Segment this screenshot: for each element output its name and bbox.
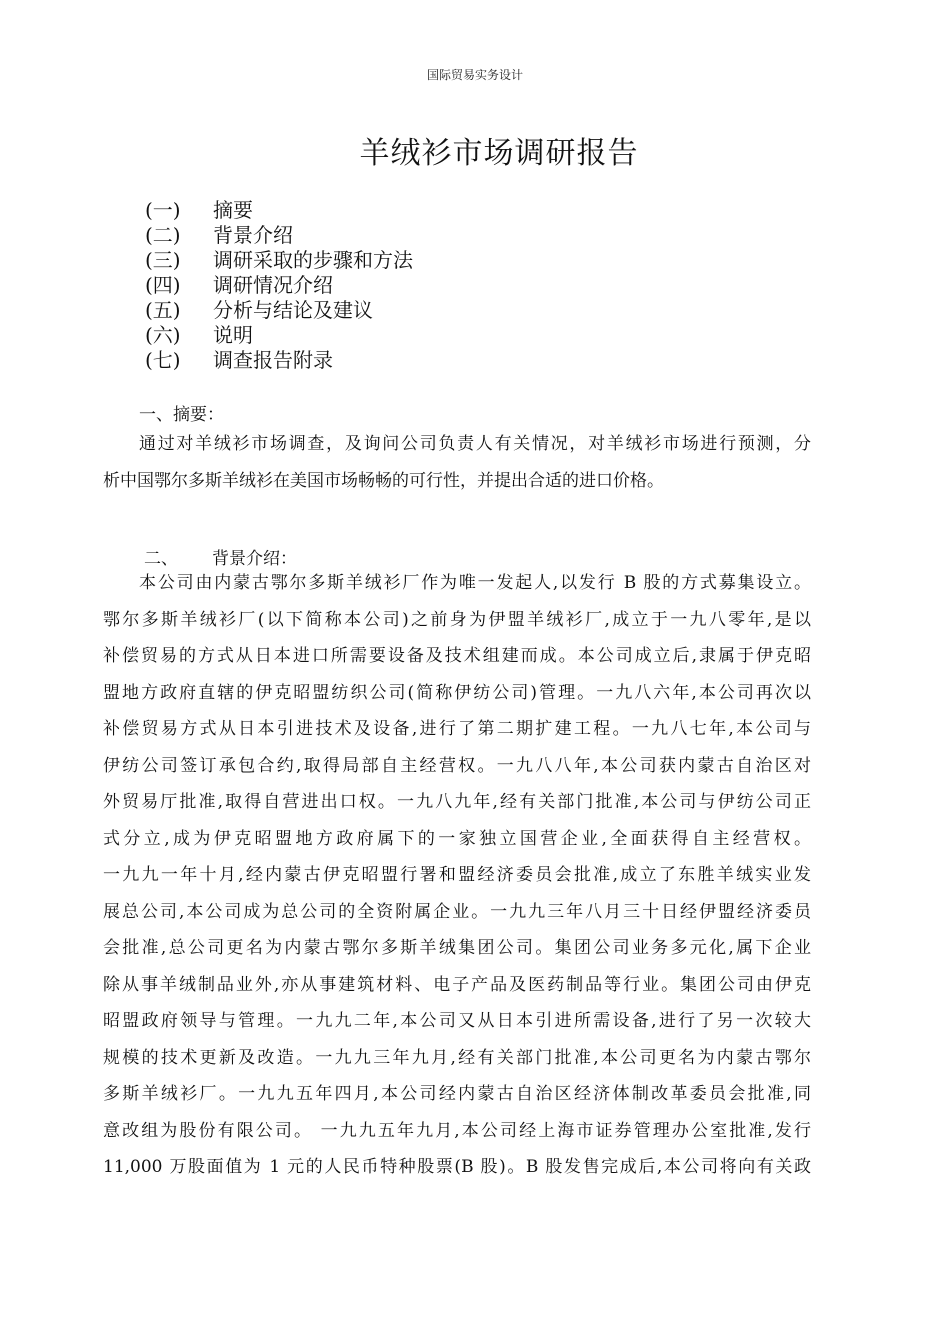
toc-label: 背景介绍: [213, 223, 293, 247]
paragraph-line: 补偿贸易方式从日本引进技术及设备,进行了第二期扩建工程。一九八七年,本公司与: [103, 719, 811, 739]
toc-label: 分析与结论及建议: [213, 298, 373, 322]
toc-label: 摘要: [213, 198, 253, 222]
toc-number: (六): [145, 323, 181, 347]
paragraph-line: 会批准,总公司更名为内蒙古鄂尔多斯羊绒集团公司。集团公司业务多元化,属下企业: [103, 938, 811, 958]
paragraph-line: 展总公司,本公司成为总公司的全资附属企业。一九九三年八月三十日经伊盟经济委员: [103, 901, 811, 922]
paragraph-line: 一九九一年十月,经内蒙古伊克昭盟行署和盟经济委员会批准,成立了东胜羊绒实业发: [103, 865, 811, 885]
toc-item: [145, 323, 413, 348]
section-1-heading: 一、摘要：: [139, 405, 224, 425]
toc-item: [145, 348, 413, 373]
paragraph-line: 昭盟政府领导与管理。一九九二年,本公司又从日本引进所需设备,进行了另一次较大: [103, 1011, 811, 1031]
toc-item: [145, 248, 413, 273]
toc-number: (五): [145, 298, 181, 322]
toc-label: 说明: [213, 323, 253, 347]
paragraph-line: 盟地方政府直辖的伊克昭盟纺织公司(简称伊纺公司)管理。一九八六年,本公司再次以: [103, 682, 811, 703]
section-2-label: 背景介绍：: [212, 549, 297, 569]
paragraph-line: 通过对羊绒衫市场调查，及询问公司负责人有关情况，对羊绒衫市场进行预测，分: [139, 434, 811, 454]
paragraph-line: 除从事羊绒制品业外,亦从事建筑材料、电子产品及医药制品等行业。集团公司由伊克: [103, 974, 811, 995]
toc-label: 调研情况介绍: [213, 273, 333, 297]
paragraph-line: 鄂尔多斯羊绒衫厂(以下简称本公司)之前身为伊盟羊绒衫厂,成立于一九八零年,是以: [103, 609, 811, 630]
paragraph-line: 析中国鄂尔多斯羊绒衫在美国市场畅畅的可行性，并提出合适的进口价格。: [103, 470, 664, 491]
report-title: 羊绒衫市场调研报告: [359, 136, 639, 171]
paragraph-line: 多斯羊绒衫厂。一九九五年四月,本公司经内蒙古自治区经济体制改革委员会批准,同: [103, 1084, 811, 1104]
toc-item: [145, 198, 413, 223]
toc-number: (一): [145, 198, 181, 222]
paragraph-line: 补偿贸易的方式从日本进口所需要设备及技术组建而成。本公司成立后,隶属于伊克昭: [103, 646, 811, 666]
section-2-body: [103, 565, 811, 1186]
toc-number: (四): [145, 273, 181, 297]
paragraph-line: 本公司由内蒙古鄂尔多斯羊绒衫厂作为唯一发起人,以发行 B 股的方式募集设立。: [139, 573, 811, 593]
paragraph-line: 11,000 万股面值为 1 元的人民币特种股票(B 股)。B 股发售完成后,本公司将向有关政: [103, 1157, 811, 1177]
toc-item: [145, 273, 413, 298]
paragraph-line: 式分立,成为伊克昭盟地方政府属下的一家独立国营企业,全面获得自主经营权。: [103, 828, 811, 849]
toc-item: [145, 223, 413, 248]
section-2-number: 二、: [144, 549, 178, 569]
paragraph-line: 伊纺公司签订承包合约,取得局部自主经营权。一九八八年,本公司获内蒙古自治区对: [103, 755, 811, 776]
paragraph-line: 意改组为股份有限公司。 一九九五年九月,本公司经上海市证券管理办公室批准,发行: [103, 1120, 811, 1141]
toc-label: 调研采取的步骤和方法: [213, 248, 413, 272]
paragraph-line: 外贸易厅批准,取得自营进出口权。一九八九年,经有关部门批准,本公司与伊纺公司正: [103, 792, 811, 812]
toc-number: (三): [145, 248, 181, 272]
toc-number: (七): [145, 348, 181, 372]
section-1-body: [103, 426, 811, 499]
toc-item: [145, 298, 413, 323]
page-header: 国际贸易实务设计: [426, 68, 523, 82]
toc-number: (二): [145, 223, 181, 247]
table-of-contents: [145, 198, 413, 373]
paragraph-line: 规模的技术更新及改造。一九九三年九月,经有关部门批准,本公司更名为内蒙古鄂尔: [103, 1047, 811, 1068]
toc-label: 调查报告附录: [213, 348, 333, 372]
